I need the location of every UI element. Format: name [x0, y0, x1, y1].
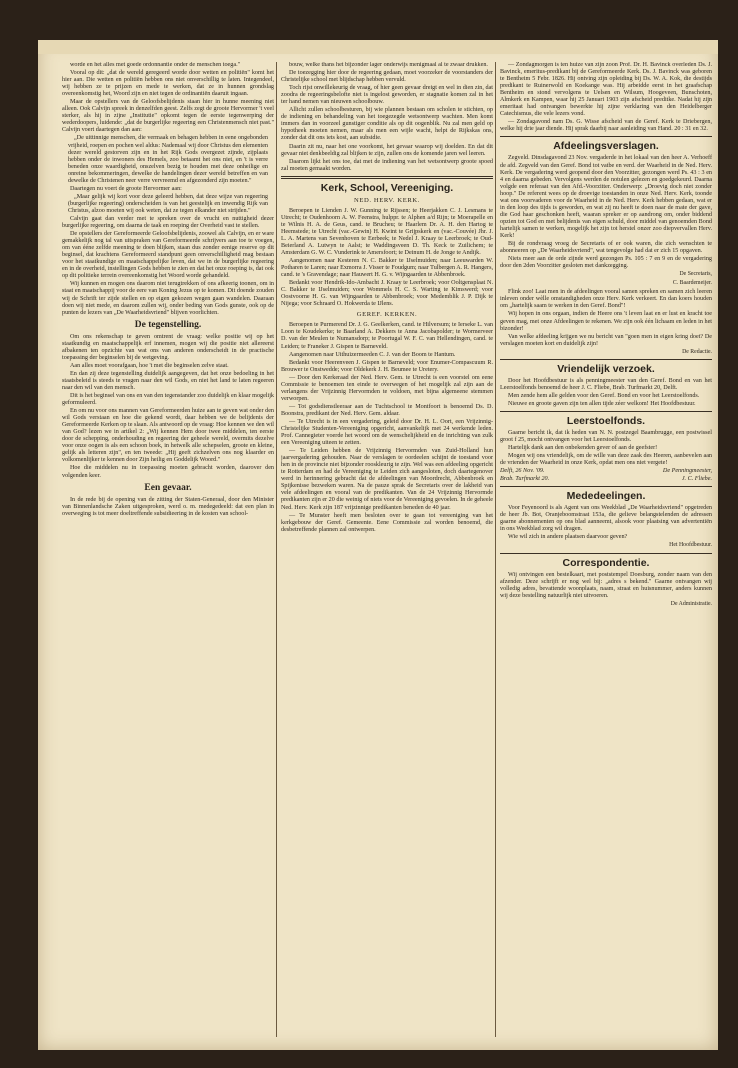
paragraph: Vooral op dit: „dat de wereld geregeerd worde door wetten en politiën" komt het hier aan. Die wetten en politiën hebben ons niet onverschillig te laten. Integendeel, wij hebben ze te prijzen en mede te werken, dat ze in hunnen grondslag overeenkomstig het, Woord zijn en niet tegen de ordinantiën daaruit ingaan. [62, 70, 274, 98]
paragraph: worde en het alles met goede ordonnantie onder de menschen toega." [70, 62, 241, 68]
paragraph: De toezegging hier door de regeering gedaan, moet voorzeker de voorstanders der Christelijke school met blijdschap hebben vervuld. [281, 70, 493, 84]
paragraph: Wij ontvingen een bestelkaart, met poststempel Doesburg, zonder naam van den afzender. Deze schrijft er nog wel bij: „adres s bekend." Gaarne ontvangen wij volledig adres, bevattende woonplaats, naam, straat en huisnummer, anders kunnen wij deze bestelling natuurlijk niet uitvoeren. [500, 571, 712, 599]
section-heading: Een gevaar. [144, 482, 192, 493]
paragraph: Bedankt voor Heerenveen J. Gispen te Barneveld; voor Enumer-Compascuum R. Brouwer te Onstwedde; voor Oldekerk J. H. Beumee te Uretery. [281, 359, 493, 373]
paragraph: Voor Feyenoord is als Agent van ons Weekblad „De Waarheidsvriend" opgetreden de heer Jb. Bot, Oranjeboomstraat 153a, die gelieve belangstelenden de adressen gaarne abonnementen op ons blad aanneemt, alsook voor plaatsing van advertentiën in ons Weekblad zorg wil dragen. [500, 505, 712, 533]
section-heading: Kerk, School, Vereeniging. [320, 181, 454, 194]
paragraph: — Te Utrecht is in een vergadering, geleid door Dr. H. L. Oort, een Vrijzinnig-Christelijke Studenten-Vereeniging opgericht, aanvankelijk met 24 werkende leden. Prof. Cannegieter voerde het woord om de wenschelijkheid en de inrichting van zulk een Vereeniging uiteen te zetten. [281, 418, 493, 447]
paragraph: Mogen wij ons vriendelijk, om de wille van deze zaak des Heeren, aanbevelen aan de vrienden der Waarheid in onze Kerk, opdat men ons niet vergete! [500, 453, 712, 467]
paragraph: Van welke afdeeling krijgen we nu bericht van "goen men in eigen kring doet? De verslagen moeten kort en duidelijk zijn! [500, 333, 712, 347]
paragraph: Hartelijk dank aan den onbekenden gever of aan de geefster! [508, 445, 658, 452]
paragraph: Dit is het beginsel van ons en van den tegenstander zoo duidelijk en klaar mogelijk geformuleerd. [62, 393, 274, 407]
paragraph: Om ons rekenschap te geven omtrent de vraag: welke positie wij op het staatkundig en maatschappelijk erf innemen, mogen wij die positie niet allereerst afbakenen ten opzichte van wat ons van anderen onderscheidt in de practische toepassing der beginselen bij de wetgeving. [62, 333, 274, 361]
section-rule [500, 411, 712, 412]
page-top-edge [38, 40, 718, 54]
section-heading: Vriendelijk verzoek. [557, 362, 655, 375]
paragraph: — Zondagavond nam Ds. G. Wisse afscheid van de Geref. Kerk te Driebergen, welke hij drie jaar diende. Hij sprak daarbij naar aanleiding van Hand. 20 : 31 en 32. [500, 119, 712, 133]
paragraph: Hoe die middelen nu in toepassing moeten gebracht worden, daarover den volgenden keer. [62, 465, 274, 479]
paragraph: Beroepen te Lienden J. W. Gunning te Rijssen; te Heerjakken C. J. Lesmans te Utrecht; te Oudenhoorn A. W. Feenstra, hulppr. te Alphen a/d Rijn; te Moerapelle en te Wilnis H. A. de Geus, cand. te Brucheu; te Haarlem Dr. A. H. den Hartog te Heemstede; te Utrecht (vac.-Gewin) H. Kwint te Grijpskerk en (vac.-Couvée) Jhr. J. L. A. Martens van Sevenhoven te Eerbeek; te Nedel J. Kraay te Leerbroek; te Oud-Beierland A. Lutwyn te Aalst; te Waddingsveen D. Th. Keck te Zuilichem; te Amsterdam G. W. C. Vunderink te Amersfoort; te Deinum H. de Jonge te Andijk. [281, 207, 493, 256]
section-rule [281, 176, 493, 179]
paragraph: En dan zij deze tegenstelling duidelijk aangegeven, dat het onze bedoeling in het staatsbeleid is steeds te vragen naar den wil Gods, en niet het land te laten regeeren naar den wil van den mensch. [62, 370, 274, 391]
paragraph: Door het Hoofdbestuur is als penningmeester van den Geref. Bond en van het Leerstoelfonds benoemd de heer J. C. Fliebe, Brab. Turfmarkt 20, Delft. [500, 377, 712, 391]
quote-paragraph: „De uittinnige menschen, die vermaak en behagen hebben in eene ongebonden vrijheid, roepen en pochen wel aldus: Nademaal wij door Christus den elementen dezer wereld gestorven zijn en in het Rijk Gods overgezet zijnde, zijplaats hebben onder de inwoners des Hemels, zoo betaamt het ons niet, en 't is verre beneden onze waardigheid, onszelven bezig te houden met deze onheilige en onreine bekommeringen, dewelke de handelingen dezer wereld betreffen en van dewelke de Christenen neer verre vervreemd en afgezonderd zijn moeten." [68, 135, 268, 184]
paragraph: bouw, welke thans het bijzonder lager onderwijs menigmaal al te zwaar drukken. [289, 62, 488, 68]
column-right [500, 62, 712, 1042]
paragraph: Aangenomen naar Uithuizermeeden C. J. van der Boom te Hantum. [289, 351, 456, 358]
paragraph: Calvijn gaat dan verder met te spreken over de vrucht en nuttigheid dezer burgerlijke regeering, om daarna de taak en roeping der Overheid vast te stellen. [62, 215, 274, 230]
column-divider [495, 62, 496, 1037]
signature-right: De Penningmeester, [662, 468, 712, 475]
signature: De Secretaris, [679, 271, 712, 278]
paragraph: Beroepen te Purmerend Dr. J. G. Geelkerken, cand. te Hilversum; te Ierseke L. van Loon te Koudekerke; te Baarland A. Dekkers te Anna Jacobapolder; te Wormerveer D. van der Meulen te Numansdorp; te Poortugal W. F. C. van Hellendingen, cand. te Leiden; te Franeker J. Gispen te Barneveld. [281, 322, 493, 350]
paragraph: Toch rijst onwillekeurig de vraag, of hier geen gevaar dreigt en wel in dien zin, dat zoodra de regeeringsbelofte niet is ingelost geworden, er stagnatie komen zal in het ter hand nemen van nieuwen schoolbouw. [281, 85, 493, 106]
signature-right: J. C. Fliebe. [681, 476, 712, 483]
paragraph: Maar de opstellers van de Geloofsbelijdenis staan hier in hunne meening niet alleen. Ook Calvijn spreek in denzelfden geest. Zelfs zegt de groote Hervormer 't veel sterker, als hij in zijne „Institutie" opkomt tegen de eerste tegenwerping der wederdoopers, luidende: „dat de burgerlijke regeering een Christenmensch niet past." Calvijn voert daartegen dan aan: [62, 99, 274, 134]
signature: C. Baardemeijer. [672, 280, 712, 287]
section-heading: Leerstoelfonds. [566, 414, 646, 427]
paragraph: Gaarne bericht ik, dat ik heden van N. N. postzegel Baambrugge, een postwissel groot f 25, mocht ontvangen voor het Leerstoelfonds. [500, 429, 712, 443]
paragraph: — Door den Kerkeraad der Ned. Herv. Gem. te Utrecht is een voorstel om eene Commissie te benoemen ten einde te overwegen of het mogelijk zal zijn aan de verlangens der Vrijzinnig Hervormden te voldoen, met bijna algemeene stemmen verworpen. [281, 374, 493, 402]
paragraph: — Te Leiden hebben de Vrijzinnig Hervormden van Zuid-Holland hun jaarvergadering gehouden. Naar de verslagen te oordeelen schijnt de toestand voor hen in de provincie niet bijzonder rooskleurig te zijn. Wel was een afdeeling opgericht te Rotterdam en had de Vereeniging te Leiden zich aangesloten, doch daartegenover werd in herinnering gebracht dat de afdeelingen van Moordrecht, Abbenbroek en Spijkenisse bezweken waren. Na de pauze sprak de Secretaris over de lakheid van vele afdeelingen en vooral van de predikanten. Van de 24 Vrijzinnig Hervormde predikanten zijn er 20 die weinig of niets voor de Vereeniging gevoelen. In de geheele Ned. Herv. Kerk zijn 187 vrijzinnige predikanten beneden de 40 jaar. [281, 448, 493, 511]
section-heading: NED. HERV. KERK. [354, 196, 420, 204]
signature: Het Hoofdbestuur. [669, 542, 712, 549]
paragraph: In de rede bij de opening van de zitting der Staten-Generaal, door den Minister van Binnenlandsche Zaken uitgesproken, werd o. m. medegedeeld: dat een plan in overweging is tot meer doeltreffende subsidieering in de kosten van school- [62, 496, 274, 517]
paragraph: Daarom lijkt het ons toe, dat met de indiening van het wetsontwerp groote spoed zal moeten gemaakt worden. [281, 158, 493, 172]
newspaper-page [38, 40, 718, 1050]
paragraph: En om nu voor ons mannen van Gereformeerden huize aan te geven wat onder den wil Gods verstaan en hoe die gekend wordt, daar hebben we de belijdenis der Gereformeerde Kerken op te slaan. Als antwoord op de vraag: Hoe kennen we den wil van God? lezen we in artikel 2: „Wij kennen Hem door twee middelen, ten eerste door de schepping, onderhouding en regeering der geheele wereld, overmits dezelve voor onze oogen is als een schoon boek, in hetwelk alle schepselen, groote en kleine, gelijk als letteren zijn", en ten tweede: „Hij geeft zichzelven ons nog klaarder en volkomenlijker te kennen door Zijn heilig en Goddelijk Woord." [62, 408, 274, 464]
section-rule [500, 136, 712, 137]
paragraph: Wij hopen in ons orgaan, indien de Heere ons 't leven laat en er lust en kracht toe geven mag, met onze Afdeelingen te rekenen. We zijn ook één lichaam en leden in het bizonder! [500, 311, 712, 332]
quote-paragraph: „Maar gelijk wij kort voor deze geleerd hebben, dat deze wijze van regeering (burgerlijke regeering) onderscheiden is van het geestelijk en inwendig Rijk van Christus, alzoo moeten wij ook weten, dat ze tegen elkander niet strijden." [68, 193, 268, 214]
section-heading: Mededeelingen. [566, 490, 646, 503]
section-rule [500, 359, 712, 360]
section-heading: Afdeelingsverslagen. [553, 140, 659, 153]
paragraph: Niets meer aan de orde zijnde werd gezongen Ps. 105 : 7 en 9 en de vergadering door den 2den Voorzitter gesloten met dankzegging. [500, 256, 712, 270]
signature: De Administratie. [670, 600, 712, 607]
paragraph: De opstellers der Gereformeerde Geloofsbelijdenis, zoowel als Calvijn, en er ware gemakkelijk nog tal van uitspraken van Gereformeerde schrijvers aan toe te voegen, om van ééne zelfde meening te doen blijken, staan dus zonder eenige reserve op dit beginsel, dat krachtens Gereformeerd standpunt geen onverschilligheid mag bestaan voor het staatkundige en maatschappelijke leven, dat we in de burgerlijke regeering en in de overheid, instellingen Gods hebben te zien en dat het onze roeping is, dat ook op dit politieke terrein overeenkomstig het Woord worde gehandeld. [62, 231, 274, 280]
paragraph: Daartegen nu voert de groote Hervormer aan: [70, 185, 182, 192]
signature-left: Delft, 26 Nov. '09. [500, 468, 545, 475]
paragraph: Wij kunnen en mogen ons daarom niet terugtrekken of ons afkeerig toonen, om in staat en maatschappij voor de eere van Koning Jezus op te komen. Dit doende zouden wij de Schrift ter zijde stellen en op eigen gekozen wegen gaan wandelen. Daaraan doen wij niet mede, en daarom zullen wij, onder beding van Gods gunste, ook op de punten de lezers van „De Waarheidsvriend" blijven voorlichten. [62, 281, 274, 316]
paragraph: Zegveld. Dinsdagavond 23 Nov. vergaderde in het lokaal van den heer A. Verhoeff de afd. Zegveld van den Geref. Bond tot vatbe en verd. der Waarheid in de Ned. Herv. Kerk. De vergadering werd geopend door den Voorzitter, gezongen werd Ps. 43 : 3 en 4 en daarna gebeden. Vervolgens werden de notulen gelezen en goedgekeurd. Daarna volgde een referaat van den Afd.-Voorzitter. Onderwerp: „Droevig doch niet zonder hoop." De referent wees op de droevige toestanden in onze Ned. Herv. Kerk, toonde wat ons voorvaderen voor de Waarheid in de Ned. Herv. Kerk hebben gedaan, wat er in den loop des tijds is geworden, en wat zij nu heeft te doen naar de mate der gave, die God haar geschonken heeft, waaran spreker er op aandrong om, onder biddend opzien tot God en met belijdenis van eigen schuld, door middel van genoemden Bond hartelijk samen te werken, mogelijk het zijn tot herstel onzer zoo diepvervallen Herv. Kerk! [500, 155, 712, 239]
paragraph: Daarin zit nu, naar het one voorkomt, het gevaar waarop wij doelden. En dat dit gevaar niet denkbeeldig zal blijken te zijn, zullen ons de komende jaren wel leeren. [281, 143, 493, 157]
section-rule [500, 486, 712, 487]
section-heading: GEREF. KERKEN. [356, 311, 418, 319]
column-middle [281, 62, 493, 1042]
paragraph: Wie wil zich in andere plaatsen daarvoor geven? [508, 534, 628, 541]
signature-line [500, 476, 712, 483]
paragraph: Aan alles moet voorafgaan, hoe 't met die beginselen zelve staat. [70, 362, 229, 369]
paragraph: Flink zoo! Laat men in de afdeelingen vooral samen spreken en samen zich leeren inleven onder wèlle omstandigheden onze Herv. Kerk verkeert. En dan koers houden om „hartelijk saam te werken in den Geref. Bond"! [500, 289, 712, 310]
paragraph: — Zondagmorgen is ten huize van zijn zoon Prof. Dr. H. Bavinck overleden Ds. J. Bavinck, emeritus-predikant bij de Gereformeerde Kerk. Ds. J. Bavinck was geboren te Bentheim 5 Febr. 1826. Hij ontving zijn opleiding bij Ds. W. A. Kok, die destijds predikant te Ruinerwold en Koekange was. Hij arbeidde eerst in het graafschap Bentheim en stond vervolgens te Uelsen en Wilsum, Hoogeveen, Bunschoten, Almkerk en Kampen, waar hij 25 Januari 1903 zijn afscheid preditke. Nadat hij zijn emeritaat had ontvangen bewerkte hij zijne verklaring van den Heidelberger Catechismus, die vele lezers vond. [500, 62, 712, 118]
column-divider [276, 62, 277, 1037]
signature-line [500, 468, 712, 475]
column-left [62, 62, 274, 1042]
paragraph: Allicht zullen schoolbesturen, bij wie plannen bestaan om scholen te stichten, op de indiening en behandeling van het toegezegde wetsontwerp wachten. Men komt immers dan in voorzeel gunstiger conditie als op dit oogenblik. Nu zal men geld op hypotheek moeten nemen, maar als men een wijle wacht, helpt de Rijkskas ons, zonder dat dit ons iets kost, aan subsidie. [281, 107, 493, 142]
paragraph: — Te Munster heeft men besloten over te gaan tot vereeniging van het kerkgebouw der Geref. Gemeente. Eene Commissie zal worden benoemd, die desbetreffende plannen zal ontwerpen. [281, 512, 493, 533]
signature-left: Brab. Turfmarkt 20. [500, 476, 550, 483]
paragraph: Nieuwe en groote gaven zijn ten allen tijde zéer welkom! Het Hoofdbestuur. [508, 400, 696, 407]
paragraph: Men zende hem alle gelden voor den Geref. Bond en voor het Leerstoelfonds. [508, 392, 700, 399]
paragraph: Bij de rondvraag vroeg de Secretaris of er ook waren, die zich wenschten te abonneeren op „De Waarheidsvriend", wat tengevolge had dat er zich 15 opgaven. [500, 241, 712, 255]
paragraph: Bedankt voor Hendrik-Ido-Ambacht J. Kraay te Leerbroek; voor Ooltgensplaat N. C. Bakker te IJselmuiden; voor Wommels H. C. S. Warting te Kimswerd; voor Oostvoorne H. G. van Wijngaarden te Abbenbroek; voor Medemblik J. P. Dijk te Nijega; voor Schraard O. Hokwerda te IJlens. [281, 280, 493, 308]
section-rule [500, 553, 712, 554]
paragraph: — Tot godsdienstleeraar aan de Tuchtschool te Montfoort is benoemd Ds. D. Boonstra, predikant der Ned. Herv. Gem. aldaar. [281, 403, 493, 417]
section-heading: Correspondentie. [562, 556, 650, 569]
paragraph: Aangenomen naar Kesteren N. C. Bakker te IJselmuiden; naar Leeuwarden W. Potharen te Laren; naar Exmorra J. Visser te Foudgum; naar Tulbergen A. R. Hangers, cand. te 's Gravendage; naar Hauwert H. G. v. Wijngaarden te Abbenbroek. [281, 258, 493, 279]
section-heading: De tegenstelling. [134, 319, 202, 330]
signature: De Redactie. [682, 348, 712, 355]
